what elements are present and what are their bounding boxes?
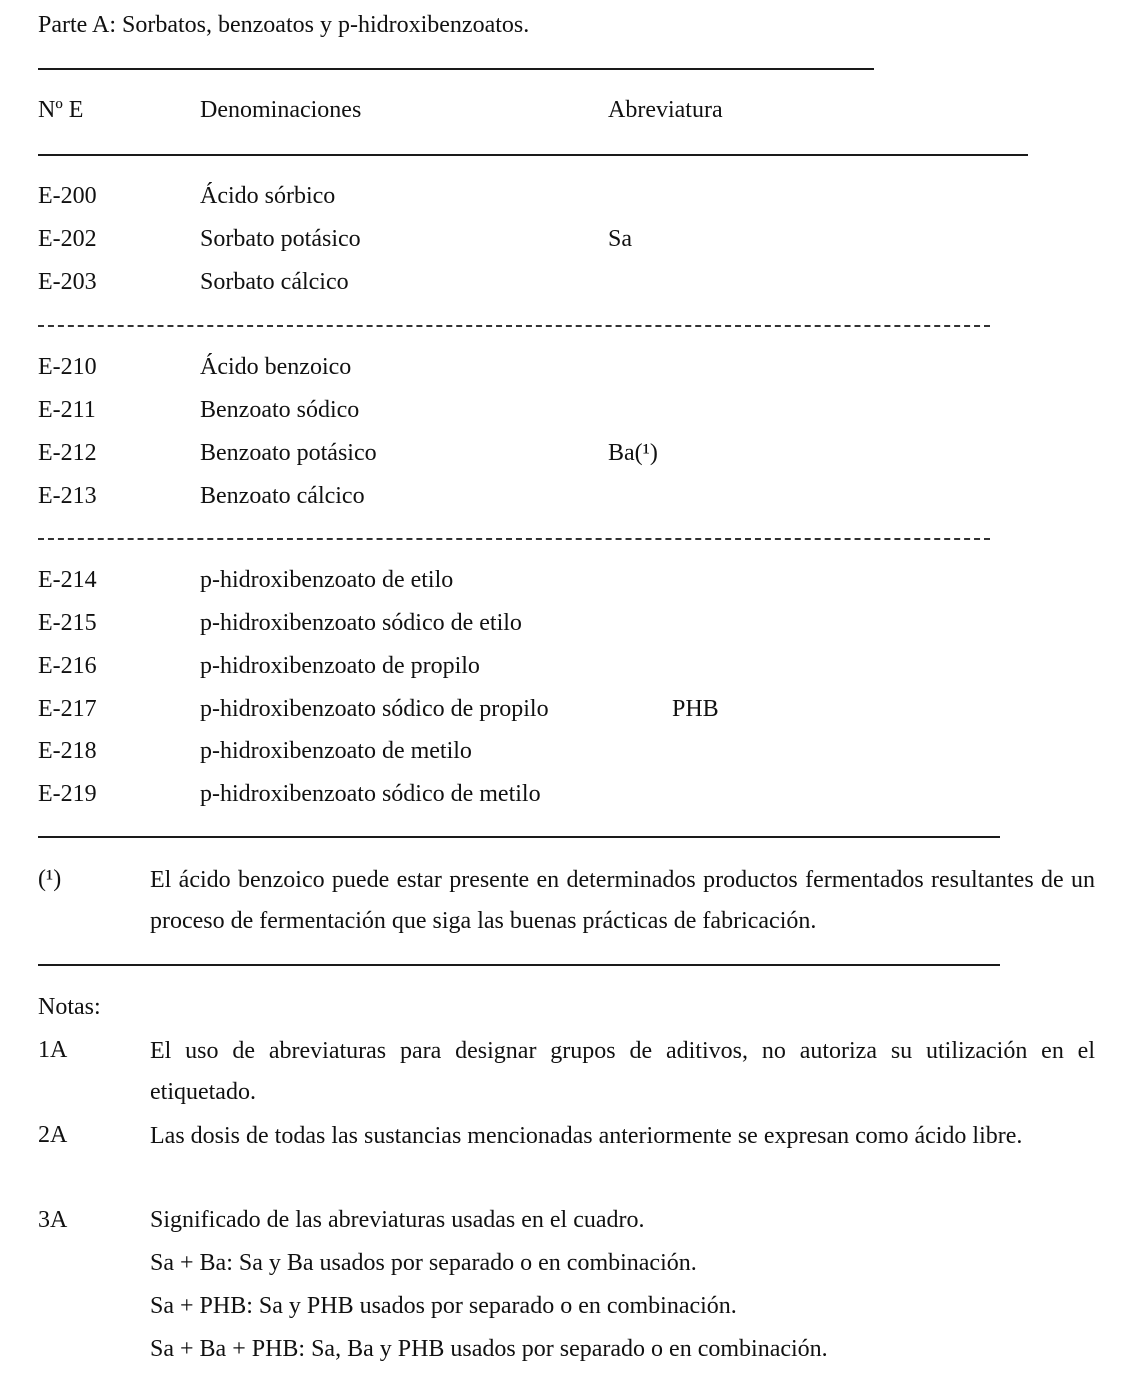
row-number: E-211 (38, 397, 96, 423)
row-number: E-214 (38, 567, 97, 593)
page-title: Parte A: Sorbatos, benzoatos y p-hidroxibenzoatos. (38, 12, 530, 38)
row-name: Sorbato potásico (200, 226, 361, 252)
row-number: E-210 (38, 354, 97, 380)
note-text: Significado de las abreviaturas usadas en el cuadro. (150, 1207, 645, 1233)
header-denominations: Denominaciones (200, 97, 362, 123)
note-label: 2A (38, 1122, 68, 1148)
row-number: E-213 (38, 483, 97, 509)
note-text: El uso de abreviaturas para designar grupos de aditivos, no autoriza su utilización en el etiquetado. (150, 1038, 1095, 1105)
row-number: E-217 (38, 696, 97, 722)
row-number: E-216 (38, 653, 97, 679)
header-abbreviation: Abreviatura (608, 97, 723, 123)
abbreviation-meaning: Sa + Ba + PHB: Sa, Ba y PHB usados por separado o en combinación. (150, 1336, 828, 1362)
header-number: Nº E (38, 97, 84, 123)
row-name: p-hidroxibenzoato sódico de propilo (200, 696, 549, 722)
row-name: Ácido benzoico (200, 354, 352, 380)
row-name: p-hidroxibenzoato de metilo (200, 738, 472, 764)
row-name: p-hidroxibenzoato de propilo (200, 653, 480, 679)
table-bottom-rule (38, 836, 1000, 838)
row-name: Benzoato cálcico (200, 483, 365, 509)
row-number: E-215 (38, 610, 97, 636)
row-number: E-203 (38, 269, 97, 295)
row-number: E-202 (38, 226, 97, 252)
abbreviation-meaning: Sa + Ba: Sa y Ba usados por separado o en combinación. (150, 1250, 697, 1276)
note-text: Las dosis de todas las sustancias mencionadas anteriormente se expresan como ácido libre. (150, 1123, 1023, 1149)
group-separator (38, 538, 990, 540)
header-rule (38, 154, 1028, 156)
footnote-rule (38, 964, 1000, 966)
row-abbreviation: PHB (672, 696, 719, 722)
title-rule (38, 68, 874, 70)
note-label: 1A (38, 1037, 68, 1063)
row-number: E-218 (38, 738, 97, 764)
row-name: Benzoato sódico (200, 397, 360, 423)
row-abbreviation: Ba(¹) (608, 440, 658, 466)
row-name: Benzoato potásico (200, 440, 377, 466)
row-name: p-hidroxibenzoato sódico de etilo (200, 610, 522, 636)
row-number: E-212 (38, 440, 97, 466)
group-separator (38, 325, 990, 327)
row-name: p-hidroxibenzoato de etilo (200, 567, 454, 593)
row-number: E-200 (38, 183, 97, 209)
row-name: p-hidroxibenzoato sódico de metilo (200, 781, 541, 807)
note-label: 3A (38, 1207, 68, 1233)
footnote-text: El ácido benzoico puede estar presente en determinados productos fermentados resultantes de un proceso de fermentación que siga las buenas prácticas de fabricación. (150, 867, 1095, 934)
row-number: E-219 (38, 781, 97, 807)
row-abbreviation: Sa (608, 226, 632, 252)
footnote-mark: (¹) (38, 866, 62, 892)
notes-heading: Notas: (38, 994, 101, 1020)
abbreviation-meaning: Sa + PHB: Sa y PHB usados por separado o en combinación. (150, 1293, 737, 1319)
row-name: Sorbato cálcico (200, 269, 349, 295)
row-name: Ácido sórbico (200, 183, 336, 209)
